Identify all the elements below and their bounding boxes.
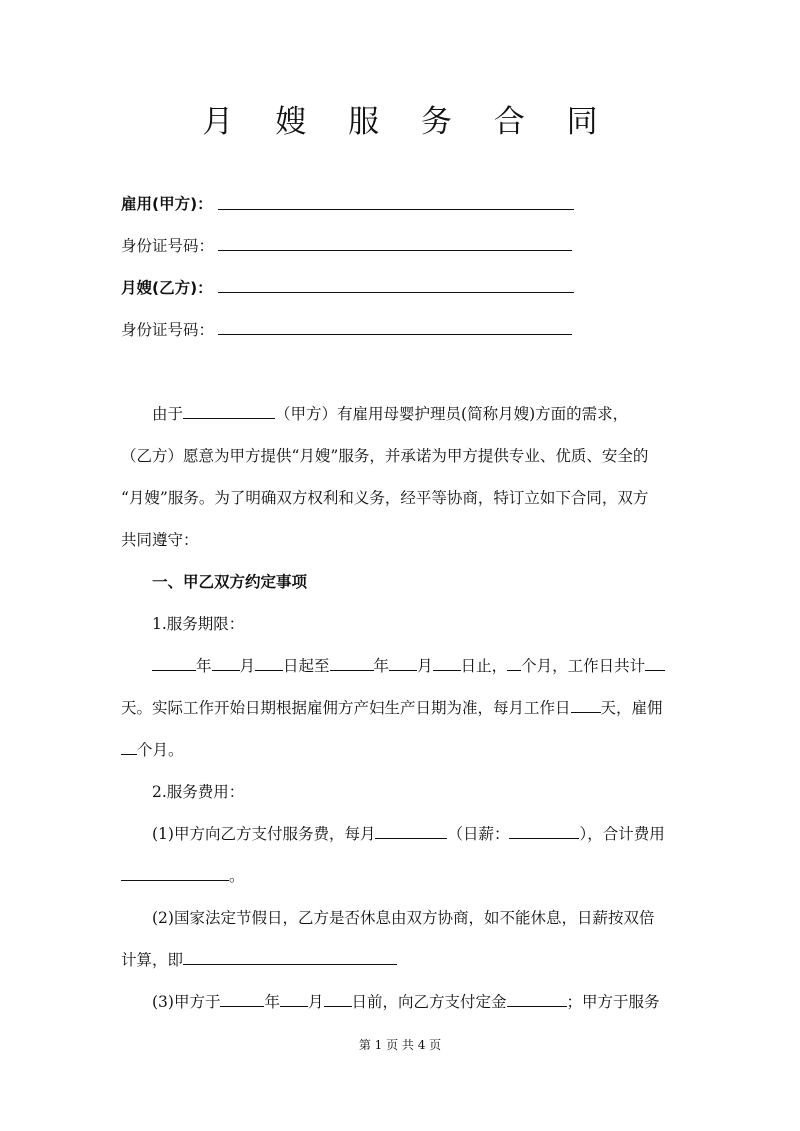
term-line-1: [152, 654, 714, 676]
term-text: 个月。: [137, 741, 184, 759]
nanny-id-label: 身份证号码：: [121, 321, 215, 339]
term-text: 天。实际工作开始日期根据雇佣方产妇生产日期为准，每月工作日: [121, 699, 571, 717]
fee-line-1b: [121, 864, 683, 886]
fee-text: （日薪：: [447, 825, 510, 843]
fee-text: 日前，向乙方支付定金: [351, 993, 507, 1011]
term-line-2: [121, 696, 683, 718]
term-text: 年: [373, 657, 390, 675]
document-title: 月 嫂 服 务 合 同: [202, 104, 614, 140]
fee-text: 月: [307, 993, 324, 1011]
term-text: 日止，: [460, 657, 508, 675]
page-footer: 第 1 页 共 4 页: [358, 1038, 442, 1052]
fee-text: ），合计费用: [579, 825, 665, 843]
end-year-blank[interactable]: [330, 655, 374, 671]
term-text: 月: [239, 657, 256, 675]
employer-id-row: [121, 236, 214, 256]
monthly-days-blank[interactable]: [571, 697, 601, 713]
end-day-blank[interactable]: [433, 655, 461, 671]
fee-text: 年: [264, 993, 280, 1011]
fee-text: (3)甲方于: [152, 993, 221, 1011]
nanny-row: [121, 278, 213, 298]
monthly-fee-blank[interactable]: [375, 823, 447, 839]
employer-id-label: 身份证号码：: [121, 237, 215, 255]
fee-text: (1)甲方向乙方支付服务费，每月: [152, 825, 376, 843]
fee-line-2b: [121, 948, 683, 970]
fee-text: 。: [229, 867, 245, 885]
deposit-month-blank[interactable]: [280, 991, 308, 1007]
term-text: 天，雇佣: [600, 699, 663, 717]
term-text: 个月，工作日共计: [521, 657, 646, 675]
employer-row: [121, 194, 213, 214]
fee-text: ；甲方于服务: [566, 993, 660, 1011]
item-2-title: 2.服务费用：: [152, 783, 245, 801]
item-1-title: 1.服务期限：: [152, 615, 245, 633]
nanny-id-row: [121, 320, 214, 340]
nanny-id-blank[interactable]: [218, 334, 572, 335]
intro-line-2: （乙方）愿意为甲方提供“月嫂”服务，并承诺为甲方提供专业、优质、安全的: [121, 447, 649, 465]
employer-blank[interactable]: [218, 209, 574, 210]
deposit-amount-blank[interactable]: [507, 991, 567, 1007]
months-blank[interactable]: [507, 655, 521, 671]
deposit-year-blank[interactable]: [220, 991, 264, 1007]
intro-line-4: 共同遵守：: [121, 531, 199, 549]
nanny-label: 月嫂(乙方)：: [121, 279, 213, 297]
employer-id-blank[interactable]: [218, 250, 572, 251]
start-year-blank[interactable]: [152, 655, 196, 671]
party-a-blank[interactable]: [183, 403, 275, 419]
intro-line-3: “月嫂”服务。为了明确双方权利和义务，经平等协商，特订立如下合同，双方: [121, 489, 649, 507]
intro-text: （甲方）有雇用母婴护理员(简称月嫂)方面的需求，: [275, 405, 629, 423]
term-line-3: [121, 738, 683, 760]
deposit-day-blank[interactable]: [324, 991, 352, 1007]
fee-line-3: [152, 990, 714, 1012]
intro-text: 由于: [152, 405, 184, 423]
holiday-wage-blank[interactable]: [183, 949, 397, 965]
employer-label: 雇用(甲方)：: [121, 195, 213, 213]
fee-line-2: (2)国家法定节假日，乙方是否休息由双方协商，如不能休息，日薪按双倍: [152, 909, 655, 927]
workdays-blank[interactable]: [645, 655, 665, 671]
intro-line-1: [152, 402, 714, 424]
start-month-blank[interactable]: [212, 655, 240, 671]
nanny-blank[interactable]: [218, 292, 574, 293]
fee-text: 计算，即: [121, 951, 184, 969]
start-day-blank[interactable]: [255, 655, 283, 671]
end-month-blank[interactable]: [389, 655, 417, 671]
total-fee-blank[interactable]: [121, 865, 229, 881]
term-text: 年: [196, 657, 212, 675]
fee-line-1: [152, 822, 714, 844]
term-text: 月: [417, 657, 433, 675]
section-heading: 一、甲乙双方约定事项: [152, 573, 308, 591]
daily-wage-blank[interactable]: [509, 823, 579, 839]
hire-months-blank[interactable]: [121, 739, 137, 755]
term-text: 日起至: [283, 657, 330, 675]
